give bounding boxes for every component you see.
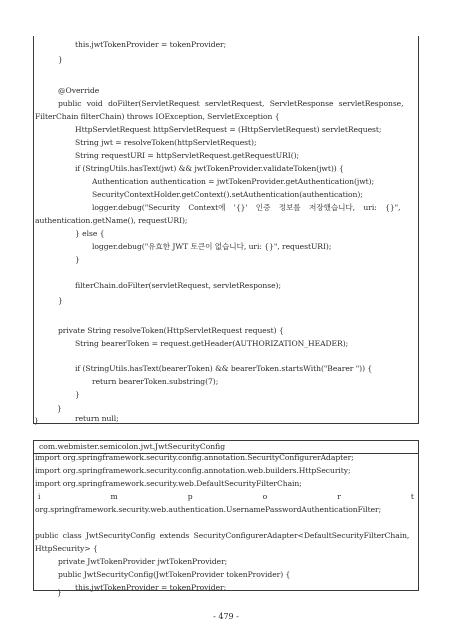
code-line: this.jwtTokenProvider = tokenProvider; bbox=[75, 40, 227, 49]
code-line: } bbox=[75, 255, 80, 264]
code-line: this.jwtTokenProvider = tokenProvider; bbox=[75, 583, 227, 592]
code-line: } else { bbox=[75, 229, 105, 238]
code-line: logger.debug("Security Context에 '{}' 인증 정보를 저장했습니다, uri: {}", bbox=[92, 203, 401, 212]
code-line: SecurityContextHolder.getContext().setAuthentication(authentication); bbox=[92, 190, 363, 199]
letter: r bbox=[337, 492, 341, 501]
code-line: filterChain.doFilter(servletRequest, servletResponse); bbox=[75, 281, 281, 290]
code-line: } bbox=[57, 588, 62, 597]
code-line: } bbox=[58, 55, 63, 64]
letter: o bbox=[262, 492, 268, 501]
code-line: } bbox=[58, 296, 63, 305]
code-line: } bbox=[75, 390, 80, 399]
code-line: org.springframework.security.web.authentication.UsernamePasswordAuthenticationFilter; bbox=[35, 505, 382, 514]
code-line: import org.springframework.security.config.annotation.SecurityConfigurerAdapter; bbox=[35, 453, 354, 462]
code-line: String requestURI = httpServletRequest.getRequestURI(); bbox=[75, 151, 300, 160]
code-line: if (StringUtils.hasText(bearerToken) && bearerToken.startsWith("Bearer ")) { bbox=[75, 364, 373, 373]
code-line: Authentication authentication = jwtTokenProvider.getAuthentication(jwt); bbox=[92, 177, 375, 186]
code-line: logger.debug("유효한 JWT 토큰이 없습니다, uri: {}", requestURI); bbox=[92, 242, 332, 251]
code-block-jwt-filter bbox=[33, 36, 419, 424]
code-line: public JwtSecurityConfig(JwtTokenProvider tokenProvider) { bbox=[58, 570, 291, 579]
code-line: } bbox=[57, 404, 62, 413]
code-line: public void doFilter(ServletRequest servletRequest, ServletResponse servletResponse, bbox=[58, 99, 404, 108]
code-line: return bearerToken.substring(7); bbox=[92, 377, 219, 386]
code-block-jwt-security-config bbox=[33, 440, 419, 591]
code-line: String bearerToken = request.getHeader(AUTHORIZATION_HEADER); bbox=[75, 339, 349, 348]
code-line: authentication.getName(), requestURI); bbox=[35, 216, 188, 225]
code-line: HttpServletRequest httpServletRequest = (HttpServletRequest) servletRequest; bbox=[75, 125, 382, 134]
code-block-title: com.webmister.semicolon.jwt.JwtSecurityConfig bbox=[39, 442, 226, 451]
code-line: HttpSecurity> { bbox=[35, 544, 98, 553]
code-line: if (StringUtils.hasText(jwt) && jwtTokenProvider.validateToken(jwt)) { bbox=[75, 164, 344, 173]
code-line: return null; bbox=[75, 414, 119, 423]
letter: m bbox=[110, 492, 118, 501]
letter: i bbox=[38, 492, 41, 501]
code-line: public class JwtSecurityConfig extends SecurityConfigurerAdapter<DefaultSecurityFilterChain, bbox=[35, 531, 410, 540]
code-line: @Override bbox=[58, 86, 100, 95]
spaced-import-keyword bbox=[34, 492, 418, 502]
code-line: } bbox=[34, 416, 39, 425]
code-line: import org.springframework.security.config.annotation.web.builders.HttpSecurity; bbox=[35, 466, 351, 475]
code-line: FilterChain filterChain) throws IOException, ServletException { bbox=[35, 112, 280, 121]
letter: t bbox=[410, 492, 414, 501]
code-line: String jwt = resolveToken(httpServletRequest); bbox=[75, 138, 257, 147]
code-line: private JwtTokenProvider jwtTokenProvider; bbox=[58, 557, 228, 566]
code-line: private String resolveToken(HttpServletRequest request) { bbox=[58, 326, 284, 335]
code-line: import org.springframework.security.web.DefaultSecurityFilterChain; bbox=[35, 479, 302, 488]
letter: p bbox=[187, 492, 193, 501]
page-number: - 479 - bbox=[213, 612, 239, 621]
